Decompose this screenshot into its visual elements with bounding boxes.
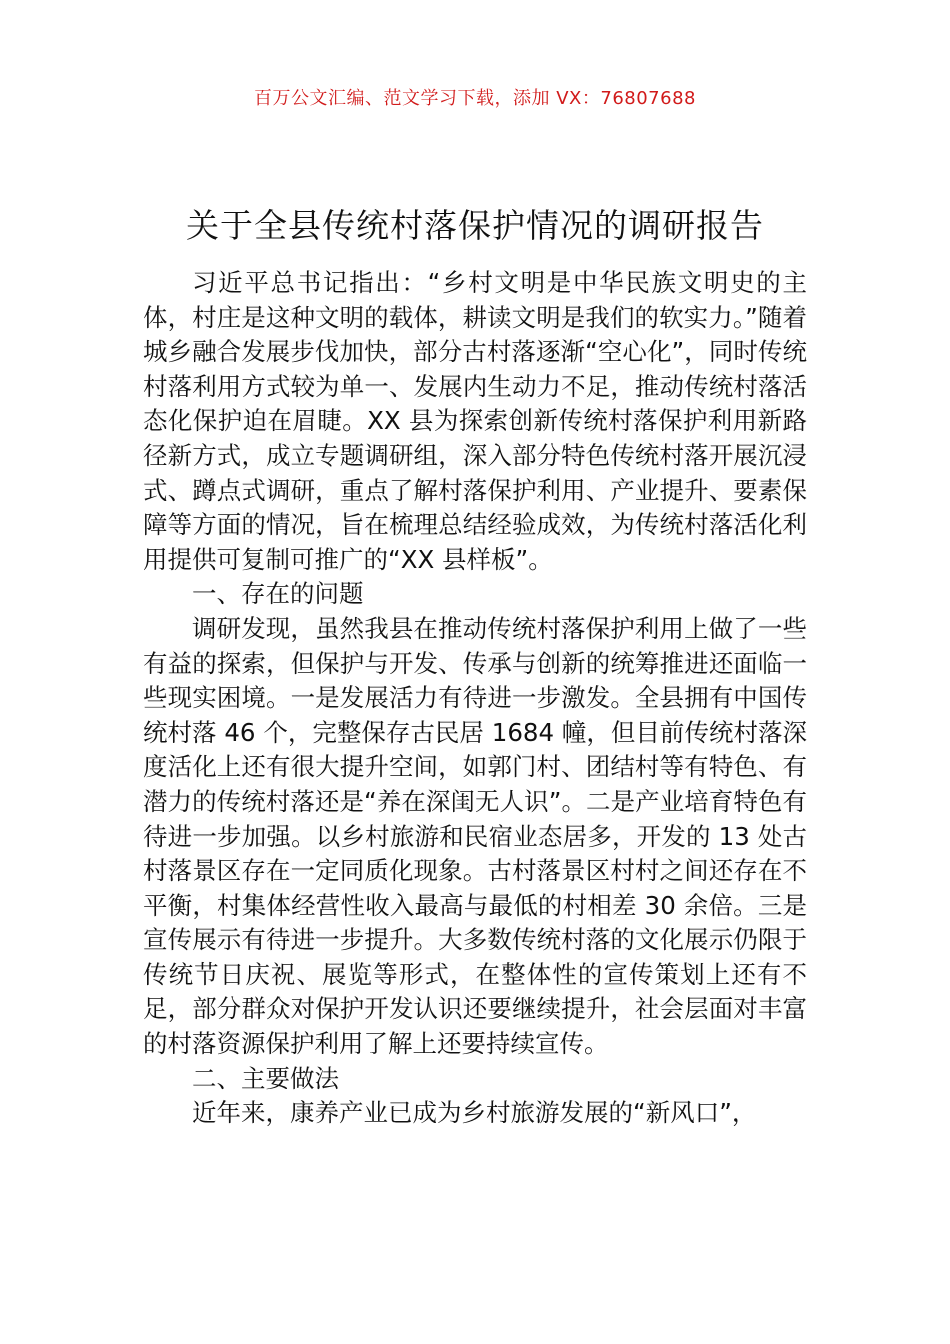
intro-paragraph: 习近平总书记指出：“乡村文明是中华民族文明史的主体，村庄是这种文明的载体，耕读文明是我们的软实力。”随着城乡融合发展步伐加快，部分古村落逐渐“空心化”，同时传统村落利用方式较为单一、发展内生动力不足，推动传统村落活态化保护迫在眉睫。XX 县为探索创新传统村落保护利用新路径新方式，成立专题调研组，深入部分特色传统村落开展沉浸式、蹲点式调研，重点了解村落保护利用、产业提升、要素保障等方面的情况，旨在梳理总结经验成效，为传统村落活化利用提供可复制可推广的“XX 县样板”。 bbox=[143, 268, 807, 574]
section-heading-practices: 二、主要做法 bbox=[192, 1063, 339, 1093]
practices-paragraph: 近年来，康养产业已成为乡村旅游发展的“新风口”， bbox=[192, 1098, 757, 1128]
document-body bbox=[143, 266, 807, 1131]
problems-paragraph: 调研发现，虽然我县在推动传统村落保护利用上做了一些有益的探索，但保护与开发、传承与创新的统筹推进还面临一些现实困境。一是发展活力有待进一步激发。全县拥有中国传统村落 46 个，完整保存古民居 1684 幢，但目前传统村落深度活化上还有很大提升空间，如郭门村、团结村等有特色、有潜力的传统村落还是“养在深闺无人识”。二是产业培育特色有待进一步加强。以乡村旅游和民宿业态居多，开发的 13 处古村落景区存在一定同质化现象。古村落景区村村之间还存在不平衡，村集体经营性收入最高与最低的村相差 30 余倍。三是宣传展示有待进一步提升。大多数传统村落的文化展示仍限于传统节日庆祝、展览等形式，在整体性的宣传策划上还有不足，部分群众对保护开发认识还要继续提升，社会层面对丰富的村落资源保护利用了解上还要持续宣传。 bbox=[143, 613, 807, 1059]
document-title: 关于全县传统村落保护情况的调研报告 bbox=[186, 206, 764, 246]
section-heading-problems: 一、存在的问题 bbox=[192, 579, 364, 609]
header-promo-note: 百万公文汇编、范文学习下载，添加 VX：76807688 bbox=[254, 88, 696, 109]
